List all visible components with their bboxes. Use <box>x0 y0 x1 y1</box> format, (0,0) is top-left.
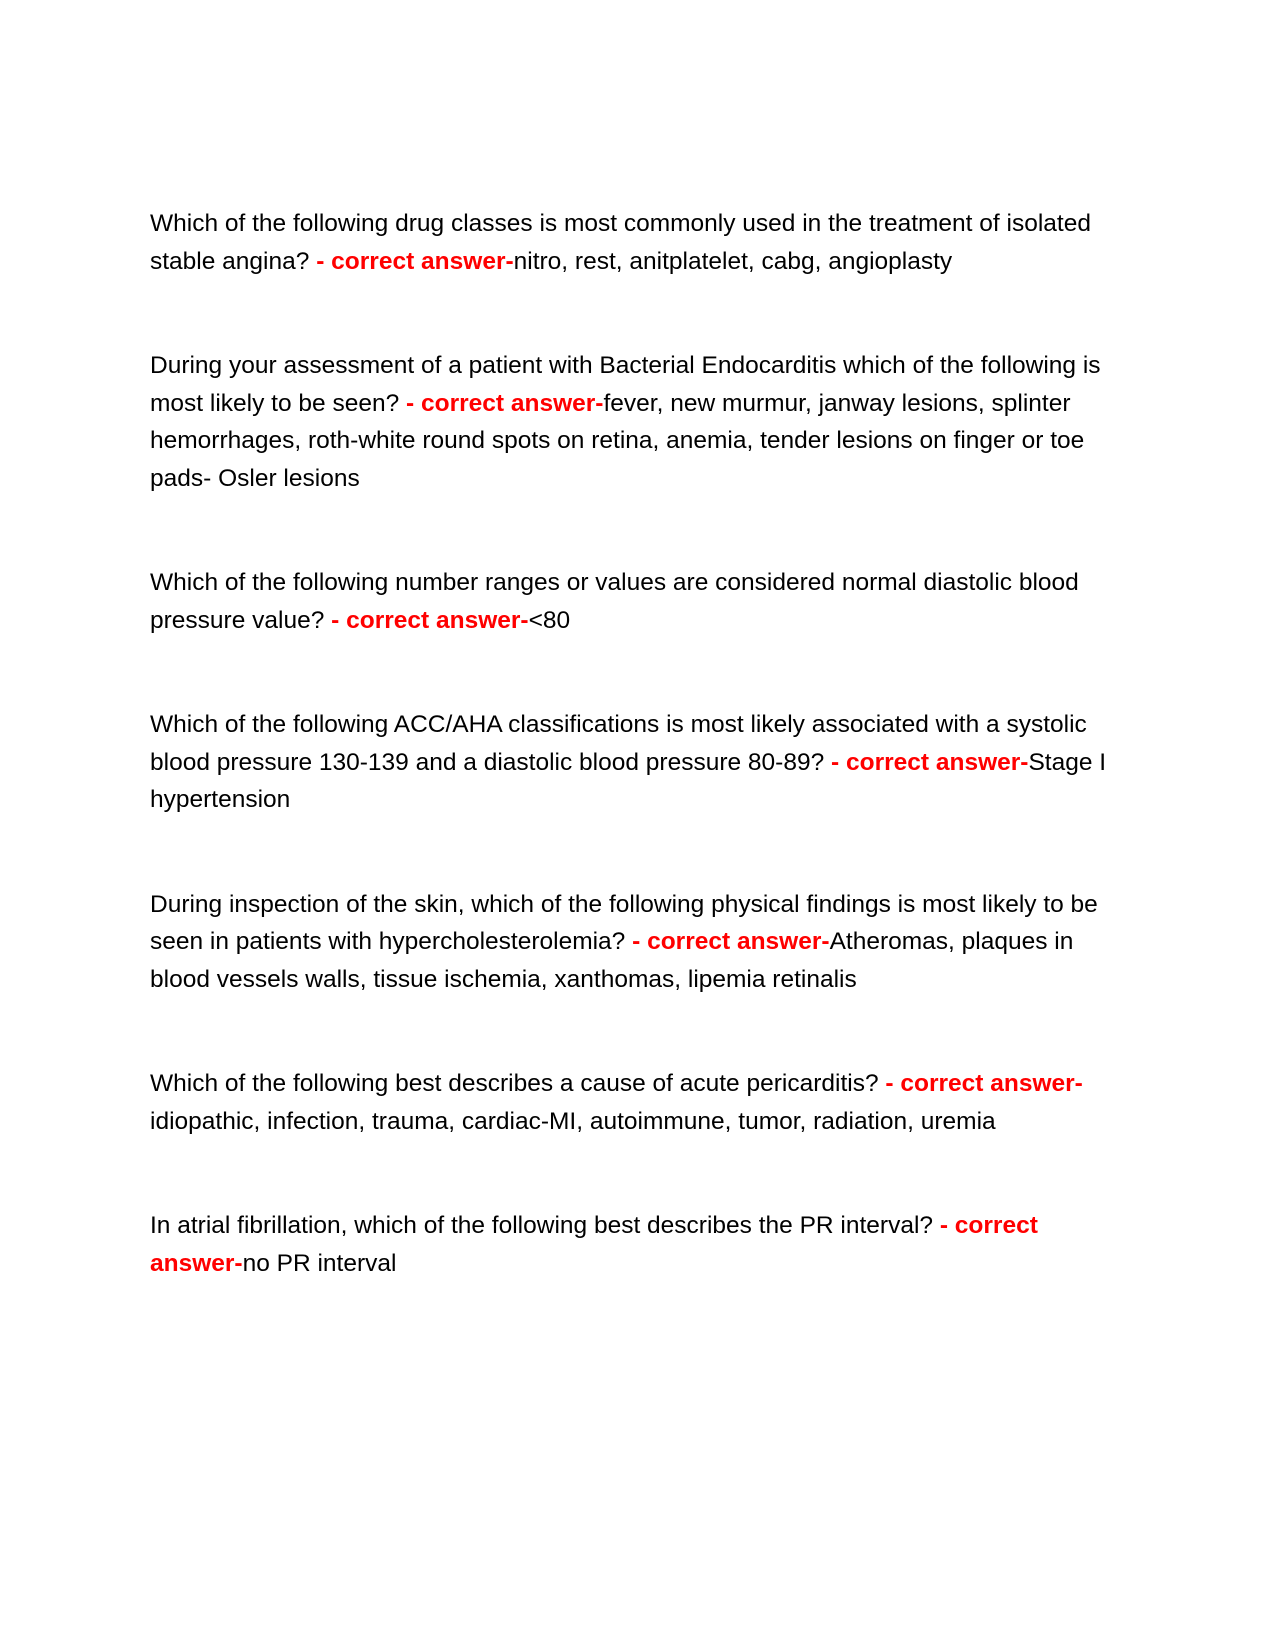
qa-item <box>150 564 1135 639</box>
qa-item <box>150 1065 1135 1140</box>
qa-list <box>150 205 1135 1349</box>
qa-item <box>150 886 1135 999</box>
answer-marker: - correct answer- <box>831 748 1029 776</box>
answer-text: <80 <box>528 606 571 634</box>
answer-marker: - correct answer- <box>331 606 529 634</box>
answer-text: Stage I hypertension <box>150 748 1107 813</box>
question-text: Which of the following number ranges or values are considered normal diastolic blood pressure value? <box>150 569 1079 634</box>
answer-marker: - correct answer- <box>632 928 830 955</box>
answer-text: nitro, rest, anitplatelet, cabg, angioplasty <box>513 247 953 275</box>
answer-text: no PR interval <box>242 1249 397 1277</box>
answer-marker: - correct answer- <box>406 389 604 417</box>
question-text: Which of the following ACC/AHA classifications is most likely associated with a systolic blood pressure 130-139 and a diastolic blood pressure 80-89? <box>150 711 1087 776</box>
qa-item <box>150 205 1135 280</box>
answer-marker: - correct answer- <box>150 1212 1038 1277</box>
question-text: During your assessment of a patient with Bacterial Endocarditis which of the following is most likely to be seen? <box>150 352 1101 417</box>
question-text: During inspection of the skin, which of the following physical findings is most likely to be seen in patients with hypercholesterolemia? <box>150 890 1098 955</box>
answer-text: fever, new murmur, janway lesions, splinter hemorrhages, roth-white round spots on retina, anemia, tender lesions on finger or toe pads- Osler lesions <box>150 389 1085 492</box>
qa-item <box>150 1207 1135 1282</box>
answer-text: Atheromas, plaques in blood vessels walls, tissue ischemia, xanthomas, lipemia retinalis <box>150 928 1074 993</box>
answer-marker: - correct answer- <box>885 1070 1083 1097</box>
question-text: Which of the following best describes a cause of acute pericarditis? <box>150 1070 879 1097</box>
question-text: In atrial fibrillation, which of the following best describes the PR interval? <box>150 1212 934 1239</box>
qa-item <box>150 347 1135 497</box>
answer-text: idiopathic, infection, trauma, cardiac-MI, autoimmune, tumor, radiation, uremia <box>150 1107 996 1135</box>
qa-item <box>150 706 1135 819</box>
answer-marker: - correct answer- <box>316 247 514 275</box>
question-text: Which of the following drug classes is most commonly used in the treatment of isolated stable angina? <box>150 210 1091 275</box>
